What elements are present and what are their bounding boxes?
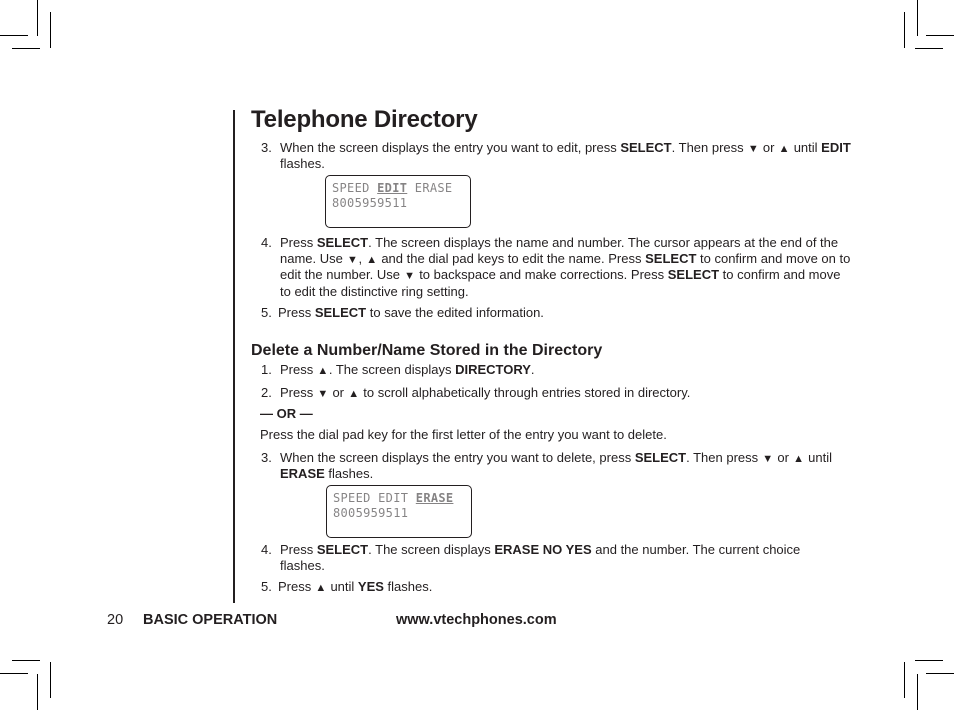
step-number: 4. (261, 542, 272, 557)
step-number: 5. (261, 579, 272, 594)
down-arrow-icon: ▼ (317, 388, 329, 400)
crop-mark (904, 12, 905, 48)
crop-mark (0, 35, 28, 36)
down-arrow-icon: ▼ (404, 270, 416, 282)
delete-step-3: When the screen displays the entry you want to delete, press SELECT. Then press ▼ or ▲ until (280, 450, 833, 465)
lcd-display (325, 175, 471, 228)
crop-mark (12, 660, 40, 661)
crop-mark (904, 662, 905, 698)
lcd-highlight: EDIT (377, 181, 408, 195)
up-arrow-icon: ▲ (793, 453, 804, 465)
crop-mark (915, 660, 943, 661)
or-divider: — OR — (260, 406, 313, 421)
margin-rule (233, 110, 235, 603)
up-arrow-icon: ▲ (778, 143, 790, 155)
lcd-menu-line: SPEED EDIT ERASE (332, 181, 453, 195)
edit-step-4-line3: edit the number. Use ▼ to backspace and make corrections. Press SELECT to confirm and move (280, 267, 841, 282)
lcd-highlight: ERASE (415, 491, 454, 505)
crop-mark (915, 48, 943, 49)
crop-mark (926, 35, 954, 36)
crop-mark (50, 12, 51, 48)
step-number: 3. (261, 140, 272, 155)
footer-url: www.vtechphones.com (396, 612, 557, 628)
crop-mark (917, 0, 918, 36)
delete-step-2: Press ▼ or ▲ to scroll alphabetically through entries stored in directory. (280, 385, 691, 400)
crop-mark (37, 674, 38, 710)
page-title: Telephone Directory (251, 106, 478, 133)
edit-step-3-cont: flashes. (280, 156, 325, 171)
up-arrow-icon: ▲ (315, 582, 327, 594)
lcd-number-line: 8005959511 (333, 506, 409, 520)
crop-mark (37, 0, 38, 36)
lcd-display (326, 485, 472, 538)
edit-step-4-line2: name. Use ▼, ▲ and the dial pad keys to edit the name. Press SELECT to confirm and move on to (280, 251, 851, 266)
up-arrow-icon: ▲ (348, 388, 360, 400)
crop-mark (50, 662, 51, 698)
up-arrow-icon: ▲ (366, 254, 378, 266)
up-arrow-icon: ▲ (317, 365, 329, 377)
step-number: 3. (261, 450, 272, 465)
delete-step-5: Press ▲ until YES flashes. (278, 579, 433, 594)
crop-mark (926, 673, 954, 674)
edit-step-5: Press SELECT to save the edited information. (278, 305, 544, 320)
delete-step-4: Press SELECT. The screen displays ERASE NO YES and the number. The current choice (280, 542, 801, 557)
delete-step-1: Press ▲. The screen displays DIRECTORY. (280, 362, 535, 377)
edit-step-4-line1: Press SELECT. The screen displays the name and number. The cursor appears at the end of the (280, 235, 839, 250)
section-heading: Delete a Number/Name Stored in the Directory (251, 342, 603, 359)
step-number: 2. (261, 385, 272, 400)
crop-mark (917, 674, 918, 710)
edit-step-3: When the screen displays the entry you want to edit, press SELECT. Then press ▼ or ▲ until EDIT (280, 140, 851, 155)
delete-step-4-cont: flashes. (280, 558, 325, 573)
crop-mark (12, 48, 40, 49)
page-number: 20 (107, 612, 124, 628)
step-number: 1. (261, 362, 272, 377)
edit-step-4-line4: to edit the distinctive ring setting. (280, 284, 469, 299)
step-number: 4. (261, 235, 272, 250)
lcd-menu-line: SPEED EDIT ERASE (333, 491, 454, 505)
step-number: 5. (261, 305, 272, 320)
delete-alternative: Press the dial pad key for the first letter of the entry you want to delete. (260, 427, 667, 442)
down-arrow-icon: ▼ (747, 143, 759, 155)
delete-step-3-cont: ERASE flashes. (280, 466, 374, 481)
down-arrow-icon: ▼ (762, 453, 774, 465)
lcd-number-line: 8005959511 (332, 196, 408, 210)
footer-section: BASIC OPERATION (143, 612, 278, 628)
crop-mark (0, 673, 28, 674)
down-arrow-icon: ▼ (347, 254, 358, 266)
